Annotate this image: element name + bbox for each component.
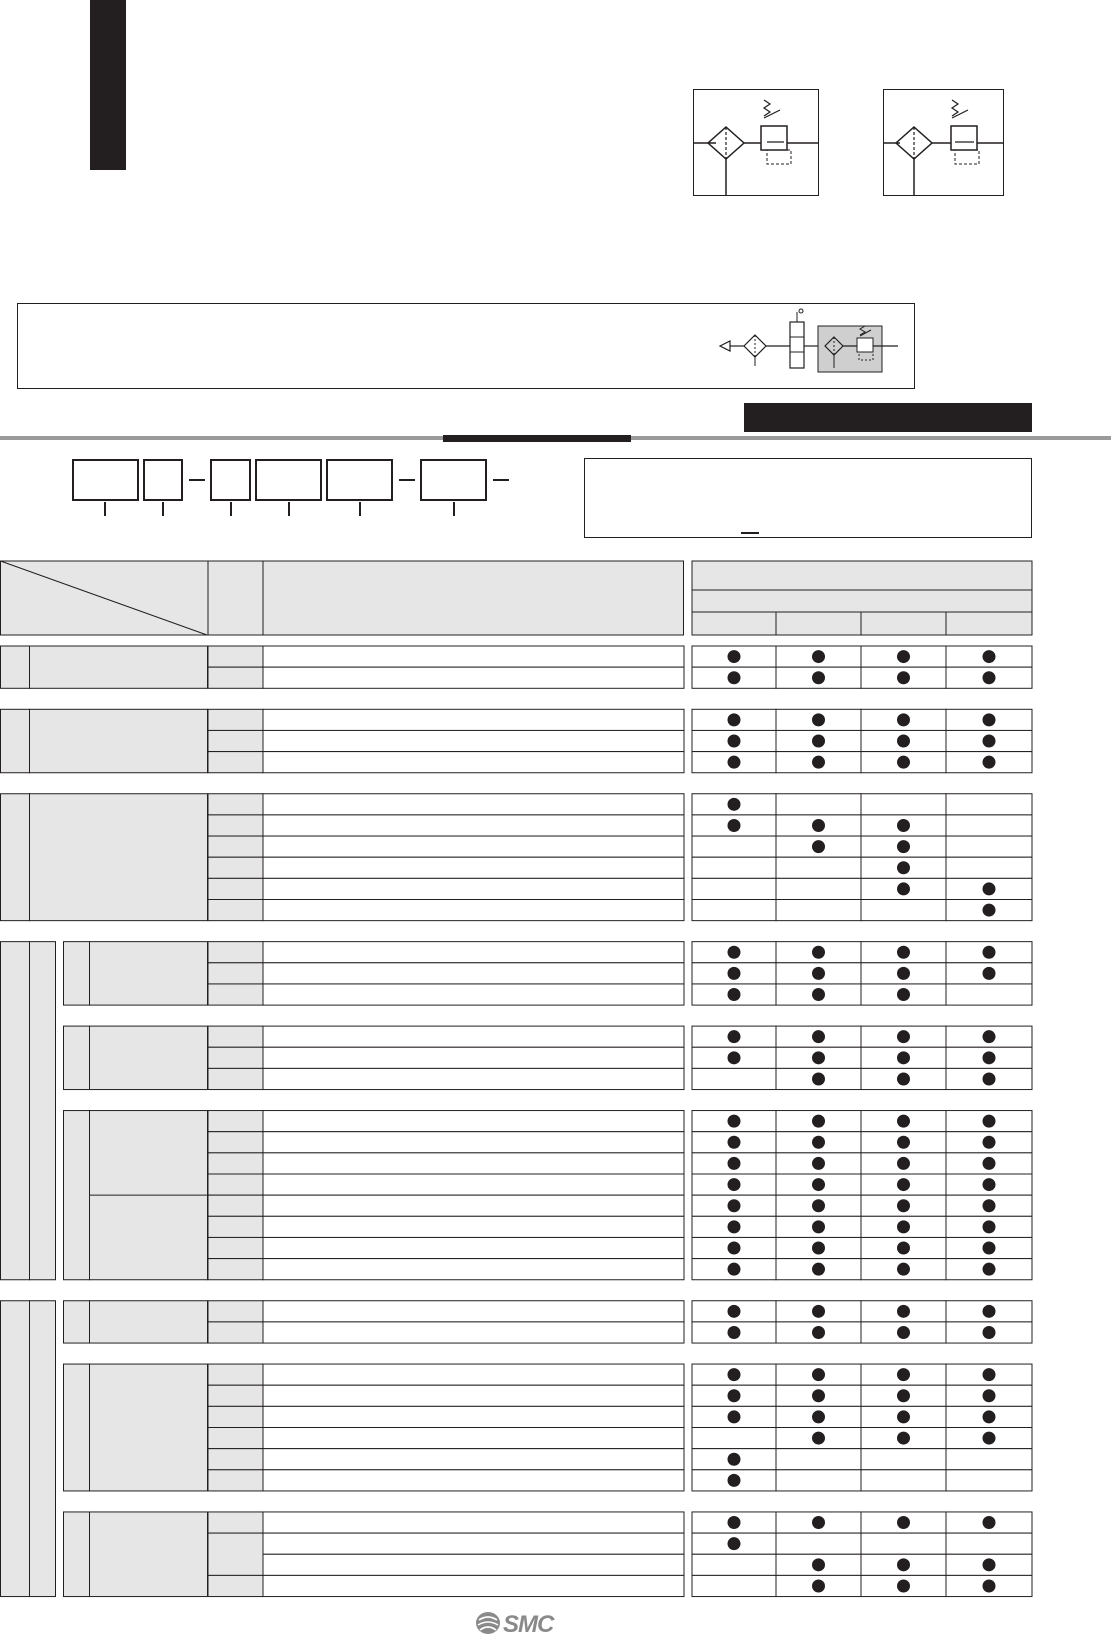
option-code-cell (208, 836, 263, 857)
availability-dot (897, 1072, 910, 1085)
model-cell (861, 1533, 946, 1554)
option-description-cell (263, 1533, 684, 1554)
model-cell (946, 984, 1032, 1005)
availability-dot (812, 967, 825, 980)
availability-dot (897, 671, 910, 684)
option-code-cell (208, 1132, 263, 1153)
option-code-cell (208, 1322, 263, 1343)
availability-dot (897, 1326, 910, 1339)
availability-dot (897, 1136, 910, 1149)
availability-dot (728, 819, 741, 832)
availability-dot (983, 1558, 996, 1571)
availability-dot (728, 1136, 741, 1149)
availability-dot (812, 1072, 825, 1085)
availability-dot (728, 1220, 741, 1233)
option-code-cell (208, 646, 263, 667)
option-code-cell (208, 1068, 263, 1089)
option-code-cell (208, 1364, 263, 1385)
model-cell (776, 1470, 861, 1491)
subgroup-label-cell (90, 1301, 208, 1343)
availability-dot (897, 819, 910, 832)
availability-dot (983, 1242, 996, 1255)
option-description-cell (263, 1259, 684, 1280)
availability-dot (897, 1051, 910, 1064)
table-header-models (692, 561, 1032, 635)
model-cell (861, 900, 946, 921)
option-code-cell (208, 1406, 263, 1427)
availability-dot (812, 1263, 825, 1276)
availability-dot (983, 1326, 996, 1339)
availability-dot (728, 1199, 741, 1212)
availability-dot (983, 1263, 996, 1276)
availability-dot (983, 967, 996, 980)
availability-dot (728, 1305, 741, 1318)
availability-dot (812, 1157, 825, 1170)
option-description-cell (263, 1216, 684, 1237)
option-code-cell (208, 1385, 263, 1406)
availability-dot (983, 1579, 996, 1592)
availability-dot (728, 967, 741, 980)
availability-dot (897, 1220, 910, 1233)
availability-dot (728, 713, 741, 726)
availability-dot (897, 882, 910, 895)
availability-dot (897, 1368, 910, 1381)
availability-dot (812, 946, 825, 959)
section-label-cell (30, 942, 56, 1280)
option-code-cell (208, 709, 263, 730)
option-description-cell (263, 857, 684, 878)
availability-dot (897, 1157, 910, 1170)
option-code-cell (208, 1237, 263, 1258)
availability-dot (728, 1368, 741, 1381)
availability-dot (728, 1389, 741, 1402)
availability-dot (897, 1030, 910, 1043)
availability-dot (897, 713, 910, 726)
availability-dot (897, 1242, 910, 1255)
option-code-cell (208, 667, 263, 688)
option-code-cell (208, 900, 263, 921)
option-description-cell (263, 1385, 684, 1406)
option-description-cell (263, 752, 684, 773)
option-code-cell (208, 815, 263, 836)
availability-dot (728, 1115, 741, 1128)
subgroup-index-cell (64, 1111, 90, 1280)
availability-dot (728, 671, 741, 684)
option-description-cell (263, 1153, 684, 1174)
option-code-cell (208, 857, 263, 878)
availability-dot (812, 1199, 825, 1212)
model-cell (861, 794, 946, 815)
section-index-cell (1, 1301, 30, 1597)
model-cell (692, 1068, 776, 1089)
availability-dot (983, 1516, 996, 1529)
option-description-cell (263, 1406, 684, 1427)
availability-dot (897, 861, 910, 874)
option-description-cell (263, 1322, 684, 1343)
option-code-cell (208, 752, 263, 773)
model-cell (692, 836, 776, 857)
subgroup-index-cell (64, 1364, 90, 1491)
subgroup-label-cell (90, 942, 208, 1005)
option-description-cell (263, 1237, 684, 1258)
availability-dot (728, 1453, 741, 1466)
option-description-cell (263, 667, 684, 688)
smc-logo-mark (476, 1612, 500, 1634)
model-cell (946, 815, 1032, 836)
availability-dot (728, 1516, 741, 1529)
group-index-cell (1, 709, 30, 772)
option-code-cell (208, 878, 263, 899)
section-index-cell (1, 942, 30, 1280)
model-cell (946, 1470, 1032, 1491)
subgroup-label-cell (90, 1512, 208, 1597)
option-description-cell (263, 815, 684, 836)
availability-dot (728, 1178, 741, 1191)
availability-dot (897, 1178, 910, 1191)
availability-dot (812, 1410, 825, 1423)
model-cell (776, 857, 861, 878)
option-code-cell (208, 794, 263, 815)
option-code-cell (208, 1026, 263, 1047)
option-description-cell (263, 1449, 684, 1470)
availability-dot (812, 1389, 825, 1402)
availability-dot (983, 713, 996, 726)
availability-dot (897, 756, 910, 769)
availability-dot (728, 1537, 741, 1550)
option-code-cell (208, 1216, 263, 1237)
availability-dot (812, 1178, 825, 1191)
availability-dot (897, 1389, 910, 1402)
availability-dot (897, 967, 910, 980)
group-index-cell (1, 646, 30, 688)
availability-dot (728, 756, 741, 769)
availability-dot (897, 1579, 910, 1592)
availability-dot (812, 1305, 825, 1318)
availability-dot (897, 1115, 910, 1128)
availability-dot (812, 1136, 825, 1149)
option-description-cell (263, 794, 684, 815)
availability-dot (728, 1410, 741, 1423)
model-cell (946, 1533, 1032, 1554)
availability-dot (983, 756, 996, 769)
option-description-cell (263, 1026, 684, 1047)
availability-dot (812, 1051, 825, 1064)
availability-dot (728, 1157, 741, 1170)
option-description-cell (263, 900, 684, 921)
availability-dot (728, 1051, 741, 1064)
option-description-cell (263, 1111, 684, 1132)
model-cell (692, 857, 776, 878)
option-description-cell (263, 1364, 684, 1385)
availability-dot (897, 1410, 910, 1423)
option-description-cell (263, 709, 684, 730)
availability-dot (728, 1263, 741, 1276)
option-code-cell (208, 1449, 263, 1470)
group-label-cell (30, 709, 208, 772)
availability-dot (812, 735, 825, 748)
smc-logo (475, 1610, 580, 1636)
model-cell (946, 794, 1032, 815)
option-description-cell (263, 1470, 684, 1491)
option-code-cell (208, 1174, 263, 1195)
availability-dot (812, 988, 825, 1001)
availability-dot (897, 1305, 910, 1318)
model-cell (776, 878, 861, 899)
availability-dot (897, 1199, 910, 1212)
availability-dot (983, 946, 996, 959)
option-description-cell (263, 1575, 684, 1596)
option-description-cell (263, 1068, 684, 1089)
option-description-cell (263, 963, 684, 984)
group-index-cell (1, 794, 30, 921)
group-label-cell (30, 646, 208, 688)
subgroup-index-cell (64, 1026, 90, 1089)
option-code-cell (208, 1575, 263, 1596)
availability-dot (983, 904, 996, 917)
availability-dot (983, 1199, 996, 1212)
availability-dot (897, 988, 910, 1001)
option-description-cell (263, 730, 684, 751)
subgroup-label-cell (90, 1364, 208, 1491)
availability-dot (812, 1516, 825, 1529)
option-code-cell (208, 942, 263, 963)
availability-dot (983, 735, 996, 748)
availability-dot (812, 1432, 825, 1445)
option-code-cell (208, 1259, 263, 1280)
availability-dot (812, 1115, 825, 1128)
model-cell (946, 857, 1032, 878)
availability-dot (983, 882, 996, 895)
model-cell (692, 900, 776, 921)
availability-dot (983, 1220, 996, 1233)
availability-dot (983, 1136, 996, 1149)
availability-dot (812, 1030, 825, 1043)
model-cell (692, 878, 776, 899)
availability-dot (812, 1368, 825, 1381)
availability-dot (728, 946, 741, 959)
availability-dot (812, 650, 825, 663)
availability-dot (812, 671, 825, 684)
option-code-cell (208, 984, 263, 1005)
model-cell (861, 1470, 946, 1491)
availability-dot (812, 819, 825, 832)
option-description-cell (263, 1428, 684, 1449)
availability-dot (983, 1178, 996, 1191)
model-cell (692, 1428, 776, 1449)
subgroup-label-cell (90, 1026, 208, 1089)
model-cell (776, 794, 861, 815)
availability-dot (897, 1432, 910, 1445)
subgroup-index-cell (64, 1301, 90, 1343)
availability-dot (897, 1558, 910, 1571)
option-code-cell (208, 1111, 263, 1132)
option-code-cell (208, 1470, 263, 1491)
option-description-cell (263, 646, 684, 667)
model-cell (861, 1449, 946, 1470)
option-description-cell (263, 1554, 684, 1575)
availability-dot (812, 1326, 825, 1339)
availability-dot (983, 1115, 996, 1128)
availability-dot (897, 735, 910, 748)
availability-dot (983, 1368, 996, 1381)
availability-dot (728, 1474, 741, 1487)
availability-dot (728, 1242, 741, 1255)
availability-dot (983, 671, 996, 684)
availability-dot (812, 840, 825, 853)
availability-dot (983, 1072, 996, 1085)
group-label-cell (30, 794, 208, 921)
availability-dot (728, 798, 741, 811)
option-code-cell (208, 1301, 263, 1322)
availability-dot (728, 1326, 741, 1339)
option-code-cell (208, 1512, 263, 1533)
availability-dot (812, 1579, 825, 1592)
availability-dot (983, 1030, 996, 1043)
option-code-cell (208, 1195, 263, 1216)
option-description-cell (263, 1512, 684, 1533)
availability-dot (897, 1516, 910, 1529)
option-code-cell (208, 1153, 263, 1174)
subgroup-index-cell (64, 1512, 90, 1597)
option-description-cell (263, 878, 684, 899)
model-cell (946, 1449, 1032, 1470)
option-code-cell (208, 730, 263, 751)
availability-dot (983, 1051, 996, 1064)
availability-dot (812, 1558, 825, 1571)
option-description-cell (263, 942, 684, 963)
option-description-cell (263, 1195, 684, 1216)
availability-dot (728, 650, 741, 663)
smc-logo-text: SMC (503, 1611, 554, 1636)
model-cell (776, 1449, 861, 1470)
availability-dot (812, 1220, 825, 1233)
option-description-cell (263, 1132, 684, 1153)
model-cell (946, 836, 1032, 857)
availability-dot (812, 756, 825, 769)
model-cell (692, 1575, 776, 1596)
availability-dot (897, 1263, 910, 1276)
option-code-cell (208, 1428, 263, 1449)
option-description-cell (263, 1174, 684, 1195)
option-description-cell (263, 1047, 684, 1068)
option-code-cell (208, 963, 263, 984)
availability-dot (812, 1242, 825, 1255)
option-description-cell (263, 836, 684, 857)
availability-dot (897, 840, 910, 853)
availability-dot (983, 1410, 996, 1423)
option-description-cell (263, 1301, 684, 1322)
availability-dot (983, 1389, 996, 1402)
availability-dot (897, 946, 910, 959)
availability-dot (983, 650, 996, 663)
availability-dot (897, 650, 910, 663)
option-description-cell (263, 984, 684, 1005)
availability-dot (812, 713, 825, 726)
availability-dot (983, 1432, 996, 1445)
availability-dot (983, 1157, 996, 1170)
availability-dot (728, 1030, 741, 1043)
section-label-cell (30, 1301, 56, 1597)
model-cell (776, 1533, 861, 1554)
availability-dot (728, 988, 741, 1001)
model-cell (776, 900, 861, 921)
subgroup-index-cell (64, 942, 90, 1005)
option-code-cell (208, 1047, 263, 1068)
availability-dot (728, 735, 741, 748)
option-code-cell (208, 1533, 263, 1575)
model-cell (692, 1554, 776, 1575)
availability-dot (983, 1305, 996, 1318)
